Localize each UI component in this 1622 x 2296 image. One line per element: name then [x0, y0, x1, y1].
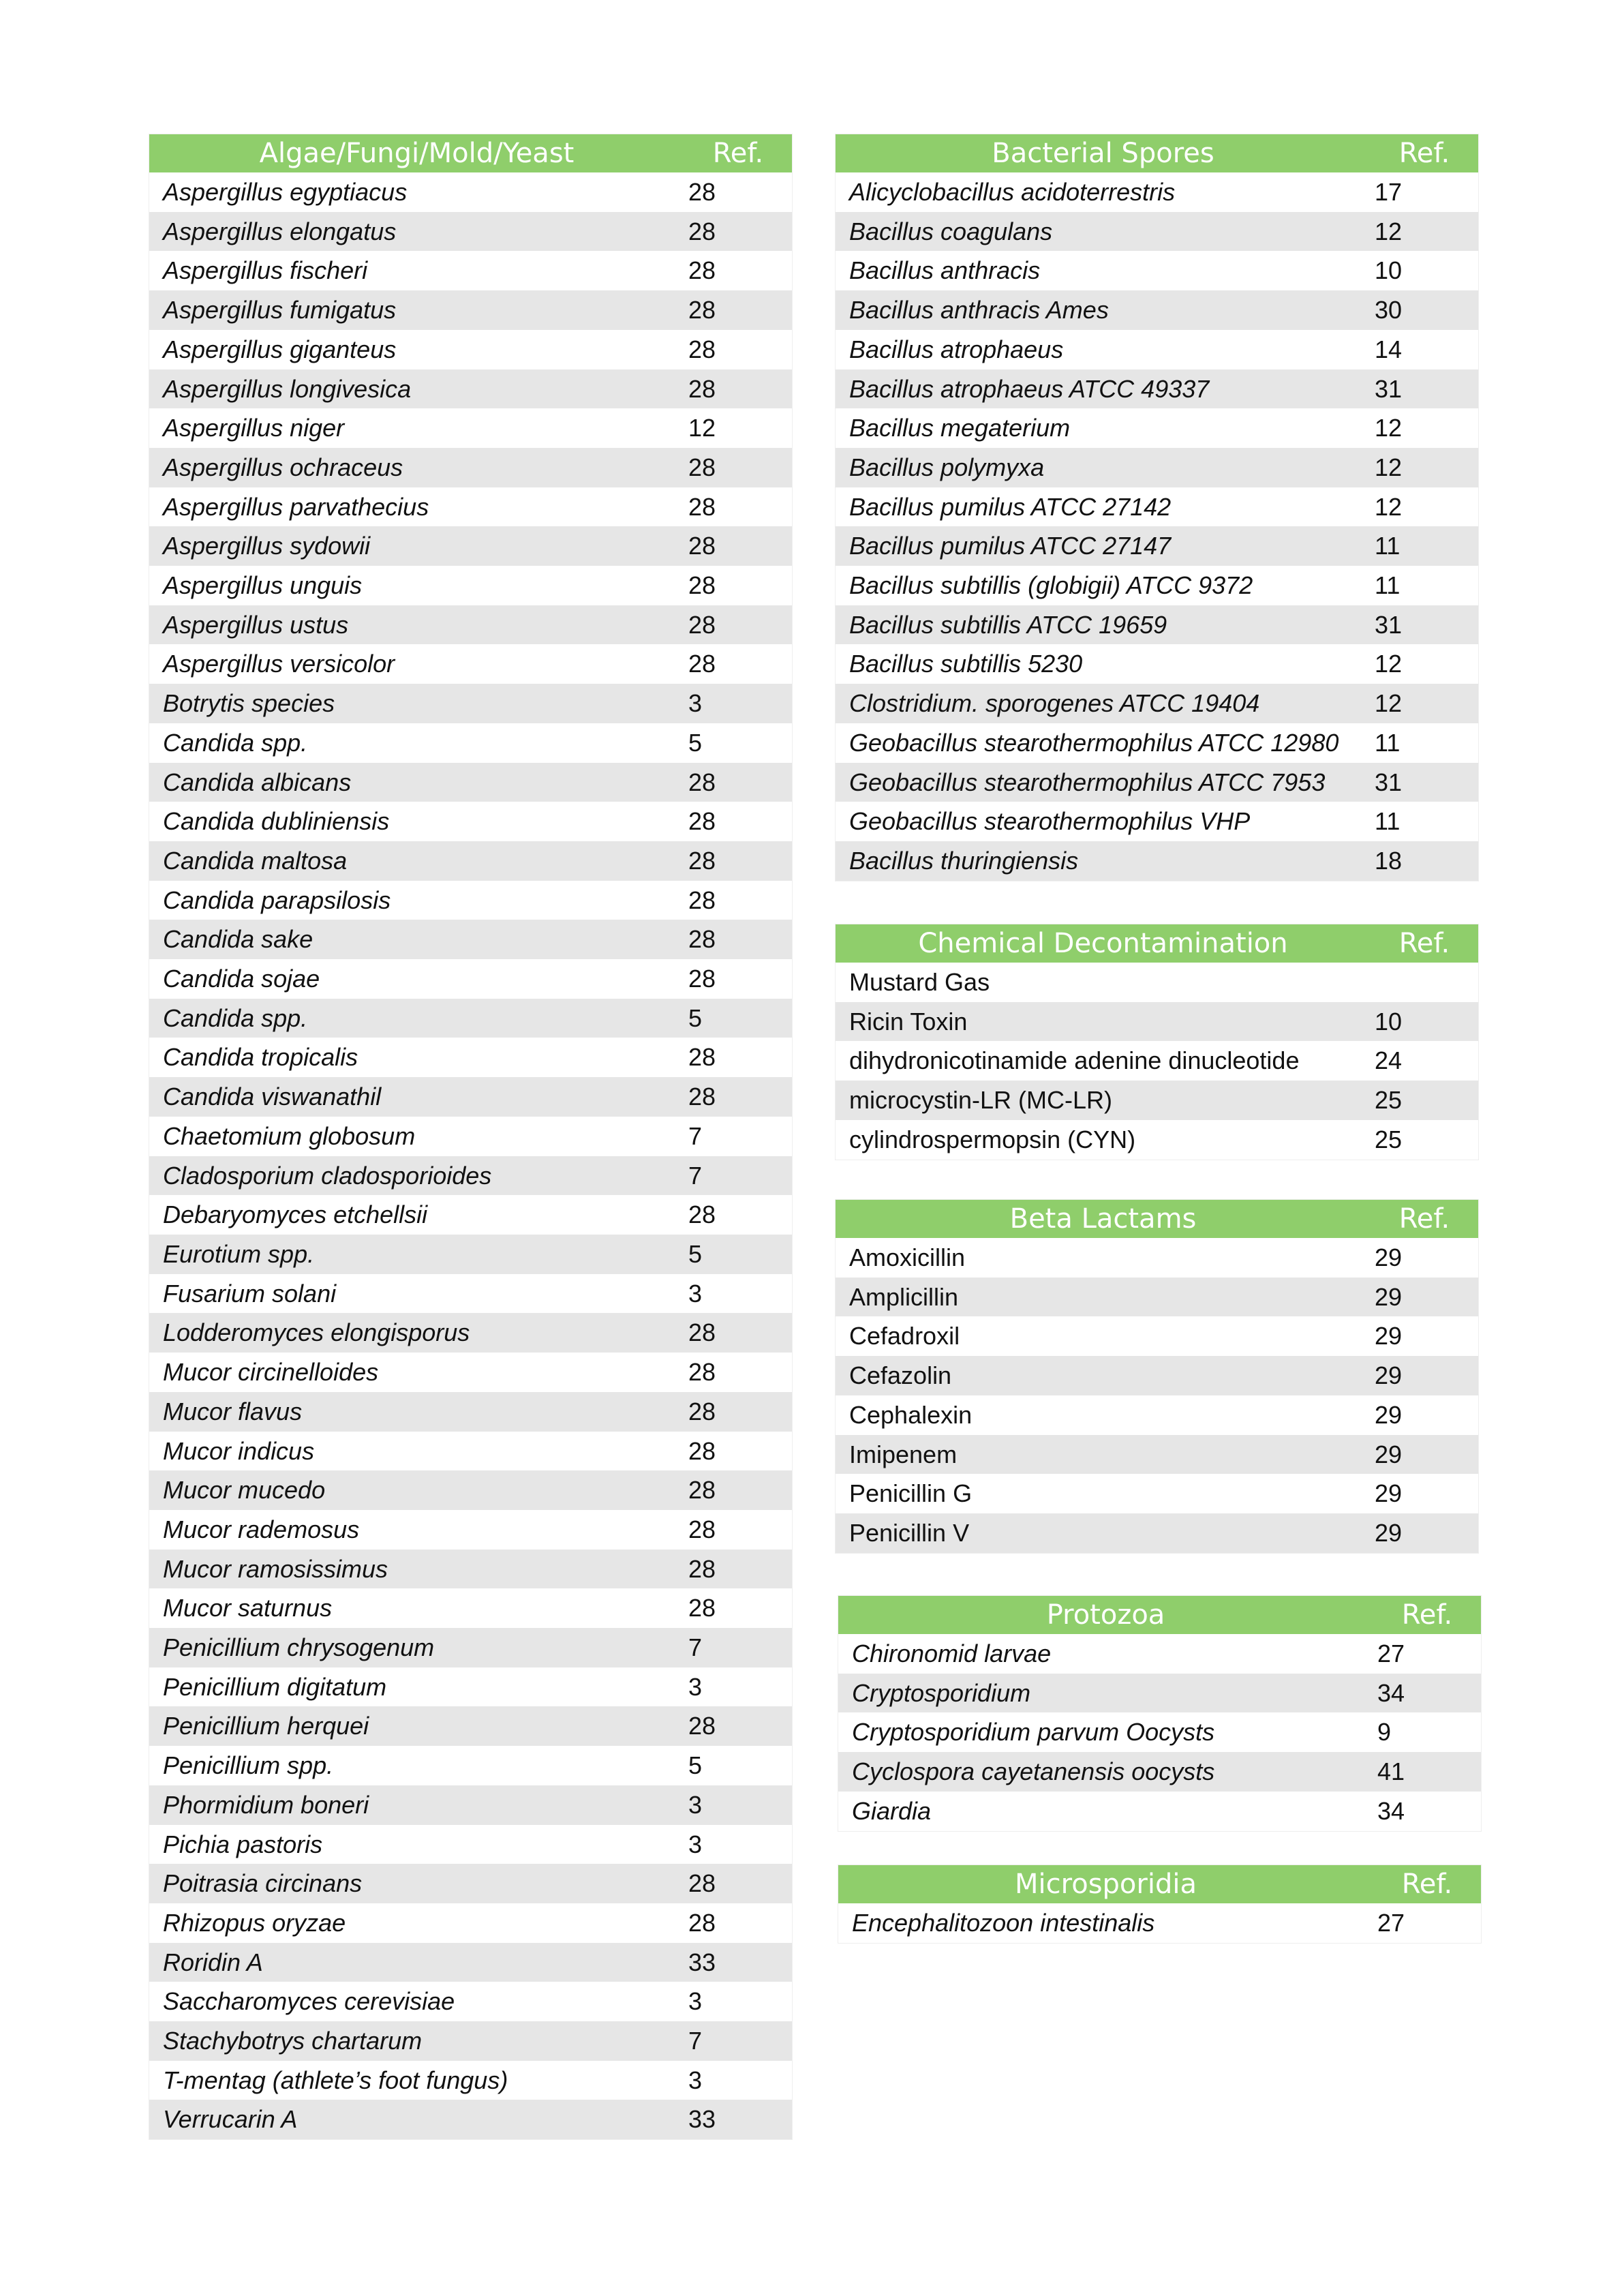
row-name: Cephalexin — [836, 1395, 1371, 1435]
row-ref: 25 — [1371, 1120, 1478, 1160]
table-row — [836, 212, 1478, 252]
row-ref: 28 — [684, 1706, 792, 1746]
table-row — [836, 723, 1478, 763]
table-row — [149, 1195, 792, 1235]
bacterial-spores-table — [836, 134, 1478, 881]
table-row — [149, 1588, 792, 1628]
row-ref: 12 — [1371, 644, 1478, 684]
row-name: Chaetomium globosum — [149, 1117, 684, 1156]
row-name: Saccharomyces cerevisiae — [149, 1982, 684, 2021]
row-ref: 27 — [1373, 1903, 1481, 1943]
row-name: Cefazolin — [836, 1356, 1371, 1395]
table-row — [149, 1470, 792, 1510]
row-ref: 29 — [1371, 1513, 1478, 1553]
row-name: Aspergillus versicolor — [149, 644, 684, 684]
table-header — [836, 134, 1478, 172]
row-ref: 24 — [1371, 1041, 1478, 1081]
row-name: Candida maltosa — [149, 841, 684, 881]
row-name: Candida viswanathil — [149, 1077, 684, 1117]
row-ref: 28 — [684, 1903, 792, 1943]
row-name: Mucor flavus — [149, 1392, 684, 1432]
table-row — [149, 1943, 792, 1982]
row-name: Phormidium boneri — [149, 1785, 684, 1825]
table-header — [836, 924, 1478, 963]
row-name: Stachybotrys chartarum — [149, 2021, 684, 2061]
row-ref: 28 — [684, 1510, 792, 1550]
row-name: Geobacillus stearothermophilus VHP — [836, 802, 1371, 841]
row-name: Amplicillin — [836, 1278, 1371, 1317]
row-ref: 12 — [1371, 684, 1478, 723]
table-row — [838, 1712, 1481, 1752]
table-row — [149, 1903, 792, 1943]
row-ref: 5 — [684, 1235, 792, 1274]
table-row — [149, 959, 792, 999]
row-ref: 29 — [1371, 1238, 1478, 1278]
table-row — [836, 369, 1478, 409]
row-ref: 28 — [684, 1392, 792, 1432]
row-name: Lodderomyces elongisporus — [149, 1313, 684, 1353]
table-row — [149, 999, 792, 1038]
row-name: Bacillus atrophaeus ATCC 49337 — [836, 369, 1371, 409]
row-name: Cryptosporidium — [838, 1674, 1373, 1713]
row-ref: 25 — [1371, 1081, 1478, 1120]
table-row — [149, 1982, 792, 2021]
row-name: Candida sojae — [149, 959, 684, 999]
row-name: T-mentag (athlete’s foot fungus) — [149, 2061, 684, 2100]
table-row — [149, 802, 792, 841]
row-name: Candida sake — [149, 920, 684, 959]
table-row — [838, 1752, 1481, 1792]
algae-fungi-mold-yeast-table — [149, 134, 792, 2139]
row-name: cylindrospermopsin (CYN) — [836, 1120, 1371, 1160]
row-ref: 28 — [684, 487, 792, 527]
table-row — [149, 1550, 792, 1589]
row-ref: 9 — [1373, 1712, 1481, 1752]
row-name: Cefadroxil — [836, 1316, 1371, 1356]
row-ref: 3 — [684, 1982, 792, 2021]
table-row — [149, 763, 792, 802]
table-row — [149, 172, 792, 212]
row-name: Penicillium spp. — [149, 1746, 684, 1785]
row-name: Penicillium chrysogenum — [149, 1628, 684, 1667]
row-ref: 28 — [684, 1353, 792, 1392]
column-header-name: Bacterial Spores — [836, 134, 1371, 172]
table-row — [149, 1353, 792, 1392]
row-name: Aspergillus ustus — [149, 605, 684, 645]
row-ref: 28 — [684, 1195, 792, 1235]
row-name: Bacillus megaterium — [836, 408, 1371, 448]
row-ref: 5 — [684, 999, 792, 1038]
row-ref: 28 — [684, 1864, 792, 1903]
row-ref: 28 — [684, 1432, 792, 1471]
row-name: Aspergillus fischeri — [149, 251, 684, 290]
row-ref: 28 — [684, 881, 792, 920]
row-ref: 11 — [1371, 566, 1478, 605]
table-row — [836, 963, 1478, 1002]
row-name: Bacillus thuringiensis — [836, 841, 1371, 881]
row-ref: 28 — [684, 526, 792, 566]
row-name: Aspergillus egyptiacus — [149, 172, 684, 212]
column-header-name: Beta Lactams — [836, 1200, 1371, 1238]
table-row — [149, 723, 792, 763]
column-header-name: Protozoa — [838, 1596, 1373, 1634]
row-name: Imipenem — [836, 1435, 1371, 1475]
row-ref: 28 — [684, 330, 792, 369]
row-name: Eurotium spp. — [149, 1235, 684, 1274]
column-header-ref: Ref. — [1371, 1200, 1478, 1238]
table-row — [149, 2100, 792, 2139]
row-name: Aspergillus ochraceus — [149, 448, 684, 487]
row-name: Mucor circinelloides — [149, 1353, 684, 1392]
row-ref: 12 — [684, 408, 792, 448]
row-ref: 28 — [684, 172, 792, 212]
row-ref: 28 — [684, 920, 792, 959]
row-name: Cryptosporidium parvum Oocysts — [838, 1712, 1373, 1752]
row-ref: 28 — [684, 1313, 792, 1353]
row-ref: 18 — [1371, 841, 1478, 881]
table-row — [836, 408, 1478, 448]
table-row — [838, 1903, 1481, 1943]
table-row — [149, 1628, 792, 1667]
table-row — [838, 1674, 1481, 1713]
column-header-ref: Ref. — [1371, 924, 1478, 963]
row-ref: 28 — [684, 1077, 792, 1117]
row-ref: 3 — [684, 2061, 792, 2100]
row-ref: 10 — [1371, 251, 1478, 290]
row-ref: 28 — [684, 448, 792, 487]
table-row — [836, 1120, 1478, 1160]
row-ref: 41 — [1373, 1752, 1481, 1792]
table-header — [836, 1200, 1478, 1238]
row-ref: 33 — [684, 2100, 792, 2139]
table-row — [836, 1395, 1478, 1435]
row-name: Geobacillus stearothermophilus ATCC 12980 — [836, 723, 1371, 763]
row-ref: 11 — [1371, 723, 1478, 763]
row-name: Chironomid larvae — [838, 1634, 1373, 1674]
table-row — [149, 1274, 792, 1314]
row-name: Candida parapsilosis — [149, 881, 684, 920]
table-row — [836, 487, 1478, 527]
row-name: Candida tropicalis — [149, 1038, 684, 1077]
row-name: Penicillium herquei — [149, 1706, 684, 1746]
table-row — [149, 1706, 792, 1746]
row-name: Bacillus subtillis 5230 — [836, 644, 1371, 684]
table-row — [149, 1825, 792, 1864]
table-row — [149, 330, 792, 369]
row-name: Candida albicans — [149, 763, 684, 802]
row-name: Bacillus anthracis Ames — [836, 290, 1371, 330]
table-row — [836, 1316, 1478, 1356]
table-row — [149, 841, 792, 881]
row-name: Mucor saturnus — [149, 1588, 684, 1628]
row-ref: 7 — [684, 1628, 792, 1667]
row-ref — [1371, 963, 1478, 1002]
table-row — [836, 1474, 1478, 1513]
row-name: Ricin Toxin — [836, 1002, 1371, 1042]
row-ref: 28 — [684, 566, 792, 605]
row-ref: 3 — [684, 684, 792, 723]
table-row — [836, 566, 1478, 605]
table-row — [836, 251, 1478, 290]
table-row — [836, 1238, 1478, 1278]
row-name: Rhizopus oryzae — [149, 1903, 684, 1943]
row-name: Amoxicillin — [836, 1238, 1371, 1278]
table-row — [838, 1634, 1481, 1674]
table-row — [149, 1667, 792, 1707]
row-name: Bacillus coagulans — [836, 212, 1371, 252]
row-name: Candida spp. — [149, 999, 684, 1038]
row-name: Penicillin V — [836, 1513, 1371, 1553]
row-ref: 17 — [1371, 172, 1478, 212]
row-ref: 12 — [1371, 487, 1478, 527]
row-ref: 12 — [1371, 212, 1478, 252]
row-ref: 28 — [684, 1550, 792, 1589]
table-row — [149, 369, 792, 409]
table-row — [836, 763, 1478, 802]
row-ref: 7 — [684, 2021, 792, 2061]
table-row — [836, 1041, 1478, 1081]
row-ref: 34 — [1373, 1674, 1481, 1713]
table-row — [836, 644, 1478, 684]
row-name: Poitrasia circinans — [149, 1864, 684, 1903]
row-ref: 29 — [1371, 1278, 1478, 1317]
table-row — [149, 212, 792, 252]
protozoa-table — [838, 1596, 1481, 1831]
row-name: Aspergillus giganteus — [149, 330, 684, 369]
row-ref: 27 — [1373, 1634, 1481, 1674]
row-name: Cladosporium cladosporioides — [149, 1156, 684, 1196]
table-row — [836, 526, 1478, 566]
row-ref: 28 — [684, 1470, 792, 1510]
row-ref: 7 — [684, 1156, 792, 1196]
table-row — [149, 1785, 792, 1825]
row-name: Geobacillus stearothermophilus ATCC 7953 — [836, 763, 1371, 802]
column-header-name: Chemical Decontamination — [836, 924, 1371, 963]
table-row — [149, 1077, 792, 1117]
row-ref: 3 — [684, 1667, 792, 1707]
row-ref: 28 — [684, 802, 792, 841]
row-ref: 33 — [684, 1943, 792, 1982]
table-row — [836, 1081, 1478, 1120]
chemical-decontamination-table — [836, 924, 1478, 1160]
row-name: Aspergillus niger — [149, 408, 684, 448]
table-row — [149, 448, 792, 487]
row-ref: 28 — [684, 251, 792, 290]
table-row — [836, 1513, 1478, 1553]
row-ref: 10 — [1371, 1002, 1478, 1042]
table-row — [149, 566, 792, 605]
table-row — [836, 802, 1478, 841]
table-row — [149, 644, 792, 684]
row-ref: 28 — [684, 959, 792, 999]
table-row — [149, 1432, 792, 1471]
table-row — [149, 526, 792, 566]
table-row — [149, 290, 792, 330]
row-name: Botrytis species — [149, 684, 684, 723]
row-name: Candida spp. — [149, 723, 684, 763]
table-header — [838, 1596, 1481, 1634]
row-ref: 28 — [684, 644, 792, 684]
row-ref: 28 — [684, 763, 792, 802]
row-name: Debaryomyces etchellsii — [149, 1195, 684, 1235]
table-row — [149, 605, 792, 645]
table-row — [149, 1235, 792, 1274]
row-name: Mustard Gas — [836, 963, 1371, 1002]
table-row — [149, 1510, 792, 1550]
row-name: Mucor rademosus — [149, 1510, 684, 1550]
table-row — [836, 605, 1478, 645]
table-header — [149, 134, 792, 172]
column-header-ref: Ref. — [1373, 1865, 1481, 1903]
row-name: Roridin A — [149, 1943, 684, 1982]
row-ref: 12 — [1371, 408, 1478, 448]
table-row — [836, 1002, 1478, 1042]
table-row — [149, 408, 792, 448]
table-row — [149, 2021, 792, 2061]
row-ref: 29 — [1371, 1435, 1478, 1475]
row-name: Aspergillus parvathecius — [149, 487, 684, 527]
row-ref: 29 — [1371, 1395, 1478, 1435]
row-name: Bacillus atrophaeus — [836, 330, 1371, 369]
row-ref: 29 — [1371, 1316, 1478, 1356]
column-header-ref: Ref. — [684, 134, 792, 172]
row-name: Aspergillus elongatus — [149, 212, 684, 252]
table-row — [836, 1356, 1478, 1395]
row-name: Penicillium digitatum — [149, 1667, 684, 1707]
table-row — [149, 1313, 792, 1353]
table-row — [149, 1156, 792, 1196]
row-name: Encephalitozoon intestinalis — [838, 1903, 1373, 1943]
row-ref: 34 — [1373, 1792, 1481, 1831]
table-row — [149, 487, 792, 527]
table-row — [836, 172, 1478, 212]
row-ref: 31 — [1371, 369, 1478, 409]
row-ref: 29 — [1371, 1474, 1478, 1513]
row-name: Bacillus pumilus ATCC 27142 — [836, 487, 1371, 527]
row-name: Verrucarin A — [149, 2100, 684, 2139]
row-name: Mucor ramosissimus — [149, 1550, 684, 1589]
row-ref: 7 — [684, 1117, 792, 1156]
table-row — [836, 330, 1478, 369]
row-ref: 28 — [684, 605, 792, 645]
row-name: Bacillus subtillis (globigii) ATCC 9372 — [836, 566, 1371, 605]
table-row — [838, 1792, 1481, 1831]
table-row — [149, 1117, 792, 1156]
column-header-ref: Ref. — [1371, 134, 1478, 172]
table-row — [836, 290, 1478, 330]
table-row — [149, 1864, 792, 1903]
table-row — [149, 2061, 792, 2100]
row-name: Candida dubliniensis — [149, 802, 684, 841]
column-header-name: Microsporidia — [838, 1865, 1373, 1903]
row-ref: 3 — [684, 1825, 792, 1864]
table-row — [149, 1038, 792, 1077]
table-row — [149, 1746, 792, 1785]
table-header — [838, 1865, 1481, 1903]
table-row — [836, 841, 1478, 881]
table-row — [149, 251, 792, 290]
row-ref: 11 — [1371, 526, 1478, 566]
row-ref: 28 — [684, 1038, 792, 1077]
row-ref: 28 — [684, 212, 792, 252]
row-name: microcystin-LR (MC-LR) — [836, 1081, 1371, 1120]
row-name: Bacillus anthracis — [836, 251, 1371, 290]
microsporidia-table — [838, 1865, 1481, 1943]
row-name: Mucor mucedo — [149, 1470, 684, 1510]
row-name: Penicillin G — [836, 1474, 1371, 1513]
row-name: Aspergillus sydowii — [149, 526, 684, 566]
row-ref: 28 — [684, 369, 792, 409]
row-ref: 5 — [684, 1746, 792, 1785]
table-row — [149, 881, 792, 920]
row-ref: 29 — [1371, 1356, 1478, 1395]
row-ref: 30 — [1371, 290, 1478, 330]
column-header-name: Algae/Fungi/Mold/Yeast — [149, 134, 684, 172]
row-ref: 28 — [684, 1588, 792, 1628]
row-name: Alicyclobacillus acidoterrestris — [836, 172, 1371, 212]
row-ref: 3 — [684, 1785, 792, 1825]
row-ref: 5 — [684, 723, 792, 763]
row-ref: 11 — [1371, 802, 1478, 841]
row-name: Aspergillus fumigatus — [149, 290, 684, 330]
row-ref: 31 — [1371, 763, 1478, 802]
column-header-ref: Ref. — [1373, 1596, 1481, 1634]
row-name: Pichia pastoris — [149, 1825, 684, 1864]
row-name: Fusarium solani — [149, 1274, 684, 1314]
row-ref: 3 — [684, 1274, 792, 1314]
beta-lactams-table — [836, 1200, 1478, 1553]
row-name: Aspergillus longivesica — [149, 369, 684, 409]
row-name: Mucor indicus — [149, 1432, 684, 1471]
row-ref: 28 — [684, 290, 792, 330]
row-name: Bacillus subtillis ATCC 19659 — [836, 605, 1371, 645]
row-name: Bacillus polymyxa — [836, 448, 1371, 487]
row-ref: 28 — [684, 841, 792, 881]
table-row — [836, 1278, 1478, 1317]
table-row — [149, 920, 792, 959]
table-row — [836, 448, 1478, 487]
row-ref: 14 — [1371, 330, 1478, 369]
table-row — [836, 684, 1478, 723]
row-name: Cyclospora cayetanensis oocysts — [838, 1752, 1373, 1792]
row-ref: 12 — [1371, 448, 1478, 487]
row-name: Aspergillus unguis — [149, 566, 684, 605]
table-row — [836, 1435, 1478, 1475]
row-ref: 31 — [1371, 605, 1478, 645]
row-name: Clostridium. sporogenes ATCC 19404 — [836, 684, 1371, 723]
row-name: dihydronicotinamide adenine dinucleotide — [836, 1041, 1371, 1081]
row-name: Giardia — [838, 1792, 1373, 1831]
table-row — [149, 1392, 792, 1432]
table-row — [149, 684, 792, 723]
row-name: Bacillus pumilus ATCC 27147 — [836, 526, 1371, 566]
